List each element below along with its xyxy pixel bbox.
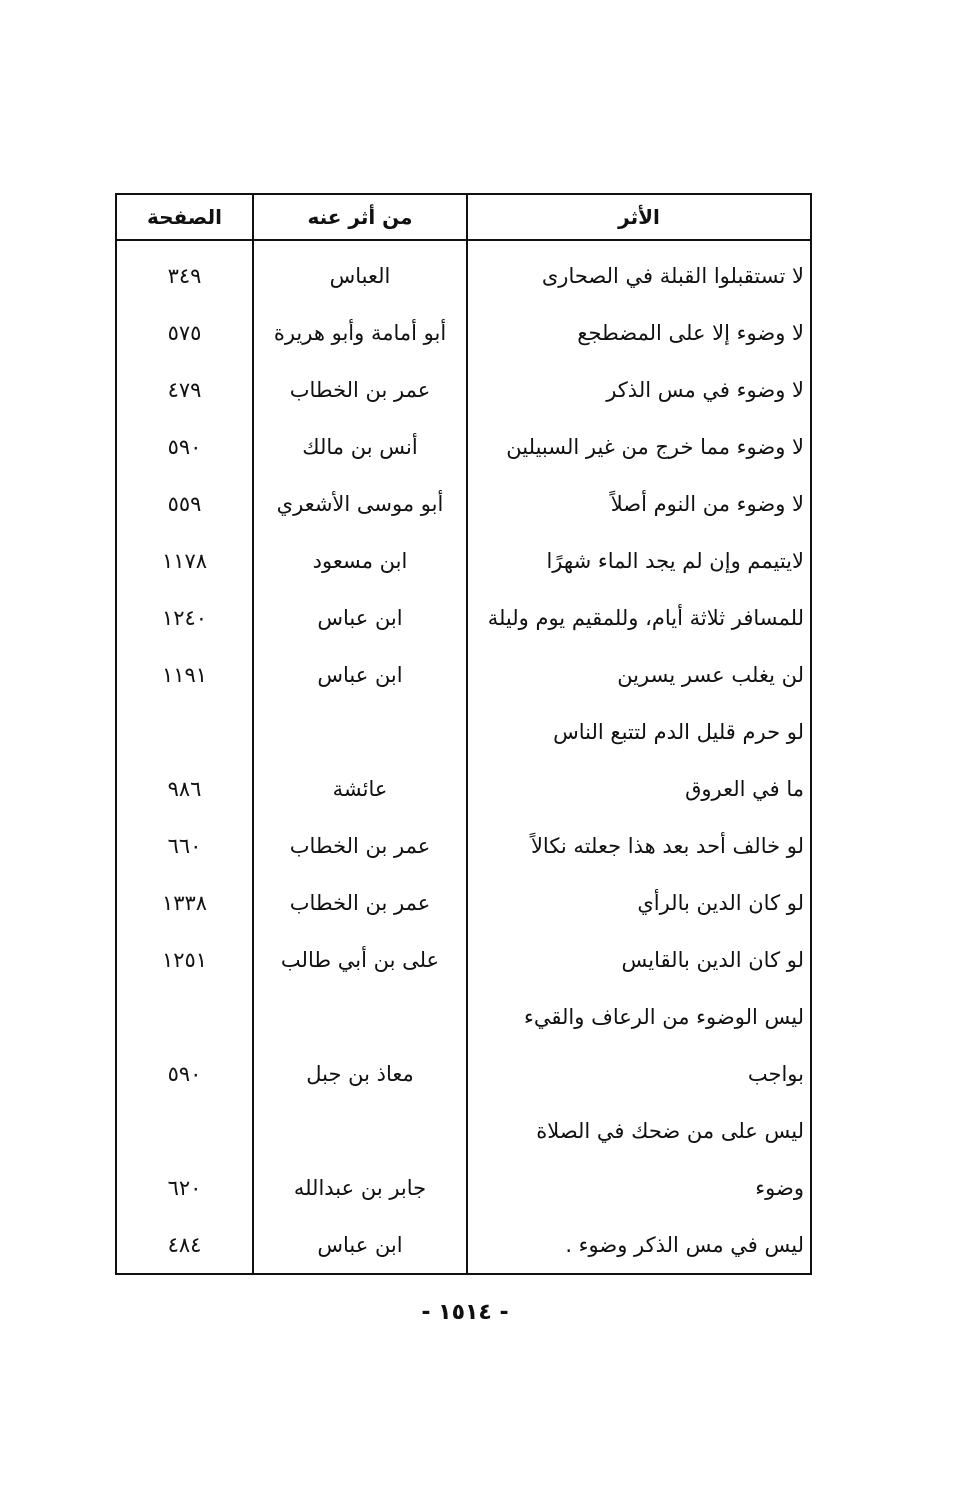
page-reference: ٥٩٠ bbox=[116, 1045, 253, 1102]
athar-text: لن يغلب عسر يسرين bbox=[467, 646, 811, 703]
athar-text: ليس في مس الذكر وضوء . bbox=[467, 1216, 811, 1274]
page-reference: ١١٧٨ bbox=[116, 532, 253, 589]
narrator-name: العباس bbox=[253, 240, 467, 304]
narrator-name: عمر بن الخطاب bbox=[253, 817, 467, 874]
header-page: الصفحة bbox=[116, 194, 253, 240]
narrator-name: عائشة bbox=[253, 760, 467, 817]
athar-text: لو كان الدين بالقايس bbox=[467, 931, 811, 988]
table-header bbox=[116, 194, 811, 240]
page-reference bbox=[116, 703, 253, 760]
narrator-name bbox=[253, 988, 467, 1045]
page-reference bbox=[116, 1102, 253, 1159]
table-row bbox=[116, 1045, 811, 1102]
page-reference: ٤٧٩ bbox=[116, 361, 253, 418]
athar-text: لو حرم قليل الدم لتتبع الناس bbox=[467, 703, 811, 760]
athar-text: لو كان الدين بالرأي bbox=[467, 874, 811, 931]
athar-text: لو خالف أحد بعد هذا جعلته نكالاً bbox=[467, 817, 811, 874]
page-reference: ٦٢٠ bbox=[116, 1159, 253, 1216]
narrator-name bbox=[253, 1102, 467, 1159]
page-reference bbox=[116, 988, 253, 1045]
page-reference: ٦٦٠ bbox=[116, 817, 253, 874]
table-row bbox=[116, 646, 811, 703]
table-row bbox=[116, 304, 811, 361]
narrator-name: عمر بن الخطاب bbox=[253, 874, 467, 931]
athar-text: وضوء bbox=[467, 1159, 811, 1216]
narrator-name: جابر بن عبدالله bbox=[253, 1159, 467, 1216]
athar-text: ليس الوضوء من الرعاف والقيء bbox=[467, 988, 811, 1045]
table-row bbox=[116, 1102, 811, 1159]
narrator-name bbox=[253, 703, 467, 760]
page-reference: ١١٩١ bbox=[116, 646, 253, 703]
header-athar: الأثر bbox=[467, 194, 811, 240]
athar-text: ليس على من ضحك في الصلاة bbox=[467, 1102, 811, 1159]
header-narrator: من أثر عنه bbox=[253, 194, 467, 240]
narrator-name: ابن مسعود bbox=[253, 532, 467, 589]
table-row bbox=[116, 418, 811, 475]
narrator-name: أبو أمامة وأبو هريرة bbox=[253, 304, 467, 361]
table-row bbox=[116, 361, 811, 418]
page-reference: ٤٨٤ bbox=[116, 1216, 253, 1274]
page-number: - ١٥١٤ - bbox=[421, 1300, 509, 1325]
page-reference: ٩٨٦ bbox=[116, 760, 253, 817]
table-row bbox=[116, 532, 811, 589]
table-row bbox=[116, 589, 811, 646]
narrator-name: ابن عباس bbox=[253, 1216, 467, 1274]
page-reference: ١٢٤٠ bbox=[116, 589, 253, 646]
page-reference: ١٣٣٨ bbox=[116, 874, 253, 931]
table-row bbox=[116, 817, 811, 874]
athar-index-table bbox=[115, 193, 812, 1275]
narrator-name: على بن أبي طالب bbox=[253, 931, 467, 988]
athar-text: بواجب bbox=[467, 1045, 811, 1102]
table-row bbox=[116, 1159, 811, 1216]
table-row bbox=[116, 475, 811, 532]
athar-text: لا وضوء في مس الذكر bbox=[467, 361, 811, 418]
table-row bbox=[116, 760, 811, 817]
table-body bbox=[116, 240, 811, 1274]
page-reference: ٣٤٩ bbox=[116, 240, 253, 304]
table-row bbox=[116, 874, 811, 931]
athar-text: ما في العروق bbox=[467, 760, 811, 817]
athar-text: لا تستقبلوا القبلة في الصحارى bbox=[467, 240, 811, 304]
narrator-name: أنس بن مالك bbox=[253, 418, 467, 475]
page-reference: ١٢٥١ bbox=[116, 931, 253, 988]
athar-text: للمسافر ثلاثة أيام، وللمقيم يوم وليلة bbox=[467, 589, 811, 646]
table-row bbox=[116, 703, 811, 760]
page-reference: ٥٥٩ bbox=[116, 475, 253, 532]
athar-text: لا وضوء من النوم أصلاً bbox=[467, 475, 811, 532]
table-row bbox=[116, 988, 811, 1045]
header-row bbox=[116, 194, 811, 240]
athar-text: لا وضوء مما خرج من غير السبيلين bbox=[467, 418, 811, 475]
narrator-name: معاذ بن جبل bbox=[253, 1045, 467, 1102]
narrator-name: ابن عباس bbox=[253, 589, 467, 646]
page-reference: ٥٩٠ bbox=[116, 418, 253, 475]
table-row bbox=[116, 1216, 811, 1274]
narrator-name: عمر بن الخطاب bbox=[253, 361, 467, 418]
narrator-name: ابن عباس bbox=[253, 646, 467, 703]
table-row bbox=[116, 240, 811, 304]
athar-text: لايتيمم وإن لم يجد الماء شهرًا bbox=[467, 532, 811, 589]
narrator-name: أبو موسى الأشعري bbox=[253, 475, 467, 532]
page-reference: ٥٧٥ bbox=[116, 304, 253, 361]
table-row bbox=[116, 931, 811, 988]
athar-text: لا وضوء إلا على المضطجع bbox=[467, 304, 811, 361]
